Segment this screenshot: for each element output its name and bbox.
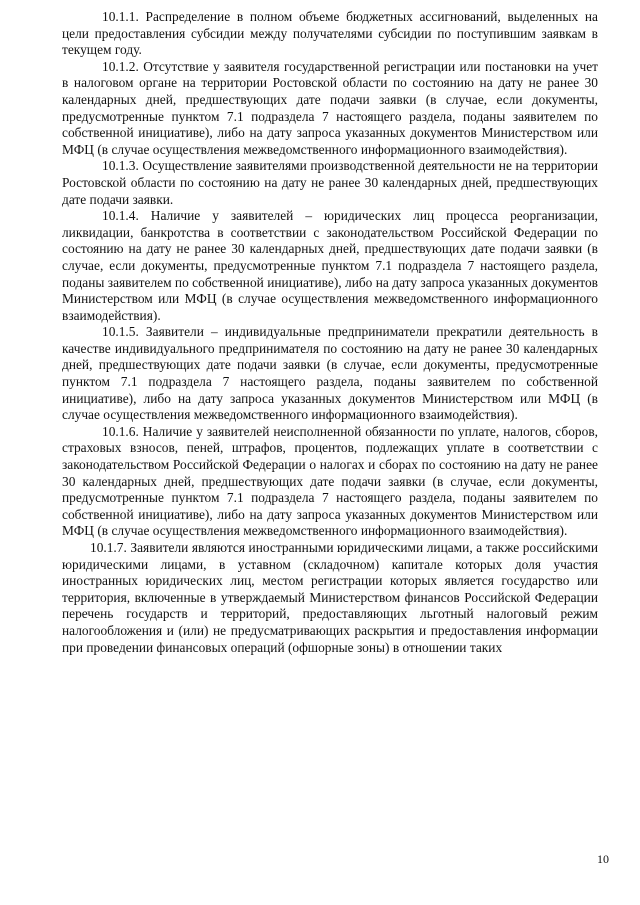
paragraph-10-1-6: 10.1.6. Наличие у заявителей неисполненной обязанности по уплате, налогов, сборов, страховых взносов, пеней, штрафов, процентов, подлежащих уплате в соответствии с законодательством Российской Федерации о налогах и сборах по состоянию на дату не ранее 30 календарных дней, предшествующих дате подачи заявки (в случае, если документы, предусмотренные пунктом 7.1 подраздела 7 настоящего раздела, поданы заявителем по собственной инициативе), либо на дату запроса указанных документов Министерством или МФЦ (в случае осуществления межведомственного информационного взаимодействия).: [62, 423, 598, 539]
paragraph-10-1-5: 10.1.5. Заявители – индивидуальные предприниматели прекратили деятельность в качестве индивидуального предпринимателя по состоянию на дату не ранее 30 календарных дней, предшествующих дате подачи заявки (в случае, если документы, предусмотренные пунктом 7.1 подраздела 7 настоящего раздела, поданы заявителем по собственной инициативе), либо на дату запроса указанных документов Министерством или МФЦ (в случае осуществления межведомственного информационного взаимодействия).: [62, 324, 598, 423]
paragraph-10-1-1: 10.1.1. Распределение в полном объеме бюджетных ассигнований, выделенных на цели предоставления субсидии между получателями субсидии по поступившим заявкам в текущем году.: [62, 9, 598, 58]
paragraph-10-1-3: 10.1.3. Осуществление заявителями производственной деятельности не на территории Ростовской области по состоянию на дату не ранее 30 календарных дней, предшествующих дате подачи заявки.: [62, 158, 598, 207]
document-body: [62, 9, 598, 656]
paragraph-10-1-7: 10.1.7. Заявители являются иностранными юридическими лицами, а также российскими юридическими лицами, в уставном (складочном) капитале которых доля участия иностранных юридических лиц, местом регистрации которых является государство или территория, включенные в утверждаемый Министерством финансов Российской Федерации перечень государств и территорий, предоставляющих льготный налоговый режим налогообложения и (или) не предусматривающих раскрытия и предоставления информации при проведении финансовых операций (офшорные зоны) в отношении таких: [62, 540, 598, 655]
paragraph-10-1-4: 10.1.4. Наличие у заявителей – юридических лиц процесса реорганизации, ликвидации, банкротства в соответствии с законодательством Российской Федерации по состоянию на дату не ранее 30 календарных дней, предшествующих дате подачи заявки (в случае, если документы, предусмотренные пунктом 7.1 подраздела 7 настоящего раздела, поданы заявителем по собственной инициативе), либо на дату запроса указанных документов Министерством или МФЦ (в случае осуществления межведомственного информационного взаимодействия).: [62, 208, 598, 323]
page-number: 10: [597, 852, 609, 866]
paragraph-10-1-2: 10.1.2. Отсутствие у заявителя государственной регистрации или постановки на учет в налоговом органе на территории Ростовской области по состоянию на дату не ранее 30 календарных дней, предшествующих дате подачи заявки (в случае, если документы, предусмотренные пунктом 7.1 подраздела 7 настоящего раздела, поданы заявителем по собственной инициативе), либо на дату запроса указанных документов Министерством или МФЦ (в случае осуществления межведомственного информационного взаимодействия).: [62, 58, 598, 157]
